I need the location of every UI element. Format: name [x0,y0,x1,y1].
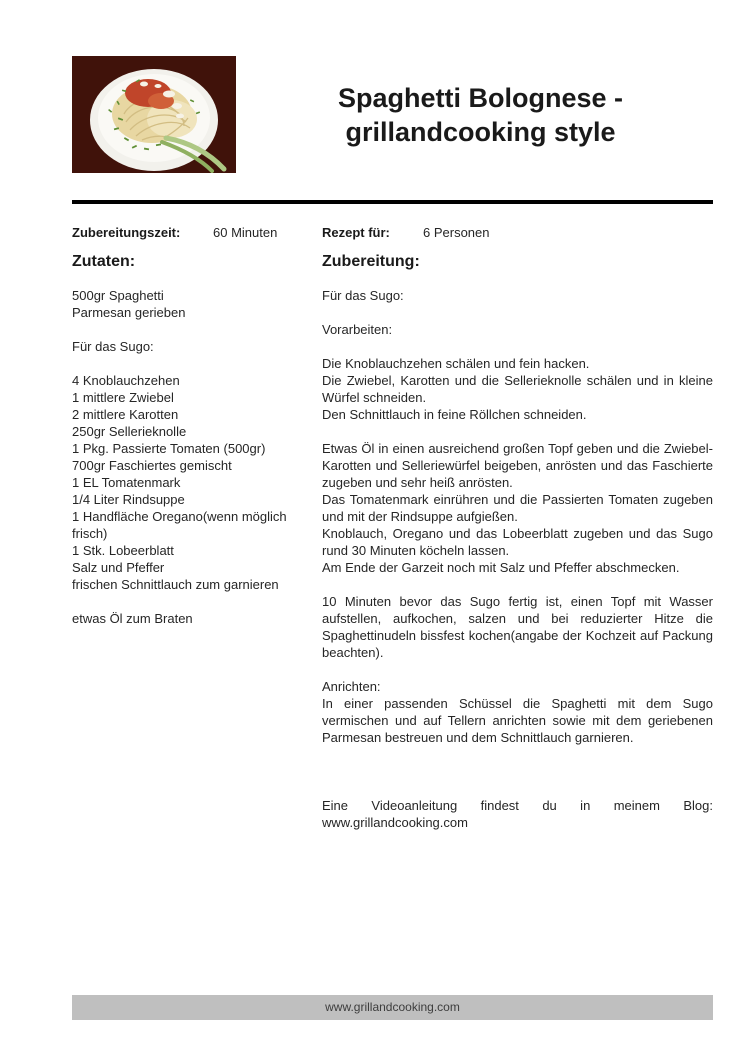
preparation-paragraph: Anrichten: [322,679,381,694]
ingredient-line [72,593,312,610]
page-title [236,81,713,149]
preparation-paragraph: Vorarbeiten: [322,322,393,337]
ingredient-line: Parmesan gerieben [72,305,186,320]
preparation-paragraph: 10 Minuten bevor das Sugo fertig ist, einen Topf mit Wasser aufstellen, aufkochen, salzen und bei reduzierter Hitze die Spaghettinudeln bissfest kochen(angabe der Kochzeit auf Packung beachten). [322,594,713,660]
ingredient-line: 4 Knoblauchzehen [72,373,180,388]
serves [322,224,490,241]
preparation-column [322,252,713,831]
preparation-paragraph: Die Knoblauchzehen schälen und fein hacken. [322,356,590,371]
ingredients-list [72,287,312,627]
preparation-paragraph: Eine Videoanleitung findest du in meinem Blog: www.grillandcooking.com [322,798,713,830]
ingredients-column [72,252,322,831]
preparation-heading: Zubereitung: [322,253,420,270]
recipe-body [72,252,713,831]
header-divider [72,200,713,204]
page-title-line: Spaghetti Bolognese - [337,82,624,113]
ingredient-line: 1 Pkg. Passierte Tomaten (500gr) [72,441,266,456]
prep-time [72,224,322,241]
preparation-paragraph: Am Ende der Garzeit noch mit Salz und Pfeffer abschmecken. [322,560,680,575]
ingredient-line [72,321,312,338]
ingredient-line: frischen Schnittlauch zum garnieren [72,577,279,592]
ingredient-line: 1 Handfläche Oregano(wenn möglich frisch) [72,509,287,541]
dish-photo [72,56,236,173]
recipe-meta-row [72,224,713,241]
ingredients-heading: Zutaten: [72,253,136,270]
ingredient-line: 700gr Faschiertes gemischt [72,458,232,473]
preparation-paragraph [322,763,713,780]
preparation-paragraph: Die Zwiebel, Karotten und die Sellerieknolle schälen und in kleine Würfel schneiden. [322,373,713,405]
preparation-paragraph [322,338,713,355]
preparation-paragraph: Knoblauch, Oregano und das Lobeerblatt zugeben und das Sugo rund 30 Minuten köcheln lassen. [322,526,713,558]
ingredient-line: Für das Sugo: [72,339,154,354]
preparation-paragraph: Das Tomatenmark einrühren und die Passierten Tomaten zugeben und mit der Rindsuppe aufgießen. [322,492,713,524]
footer-url: www.grillandcooking.com [325,1000,460,1014]
preparation-paragraph: Den Schnittlauch in feine Röllchen schneiden. [322,407,587,422]
ingredient-line [72,355,312,372]
page-title-line: grillandcooking style [345,116,616,147]
preparation-paragraph: Etwas Öl in einen ausreichend großen Topf geben und die Zwiebel-Karotten und Selleriewürfel beigeben, anrösten und das Faschierte zugeben und sehr heiß anrösten. [322,441,713,490]
preparation-paragraph [322,746,713,763]
ingredient-line: 2 mittlere Karotten [72,407,179,422]
ingredient-line: etwas Öl zum Braten [72,611,193,626]
prep-time-value: 60 Minuten [213,225,278,240]
preparation-paragraph [322,780,713,797]
ingredient-line: Salz und Pfeffer [72,560,165,575]
prep-time-label: Zubereitungszeit: [72,225,181,240]
preparation-paragraph [322,576,713,593]
preparation-text [322,287,713,831]
preparation-paragraph: Für das Sugo: [322,288,404,303]
ingredient-line: 1 mittlere Zwiebel [72,390,174,405]
ingredient-line: 1 EL Tomatenmark [72,475,181,490]
ingredient-line: 250gr Sellerieknolle [72,424,187,439]
serves-value: 6 Personen [423,225,490,240]
ingredient-line: 1 Stk. Lobeerblatt [72,543,174,558]
preparation-paragraph [322,661,713,678]
preparation-paragraph [322,423,713,440]
serves-label: Rezept für: [322,225,390,240]
document-header [72,56,713,173]
ingredient-line: 1/4 Liter Rindsuppe [72,492,185,507]
preparation-paragraph: In einer passenden Schüssel die Spaghetti mit dem Sugo vermischen und auf Tellern anrichten sowie mit dem geriebenen Parmesan bestreuen und dem Schnittlauch garnieren. [322,696,713,745]
ingredient-line: 500gr Spaghetti [72,288,164,303]
footer-url-bar [72,995,713,1020]
preparation-paragraph [322,304,713,321]
